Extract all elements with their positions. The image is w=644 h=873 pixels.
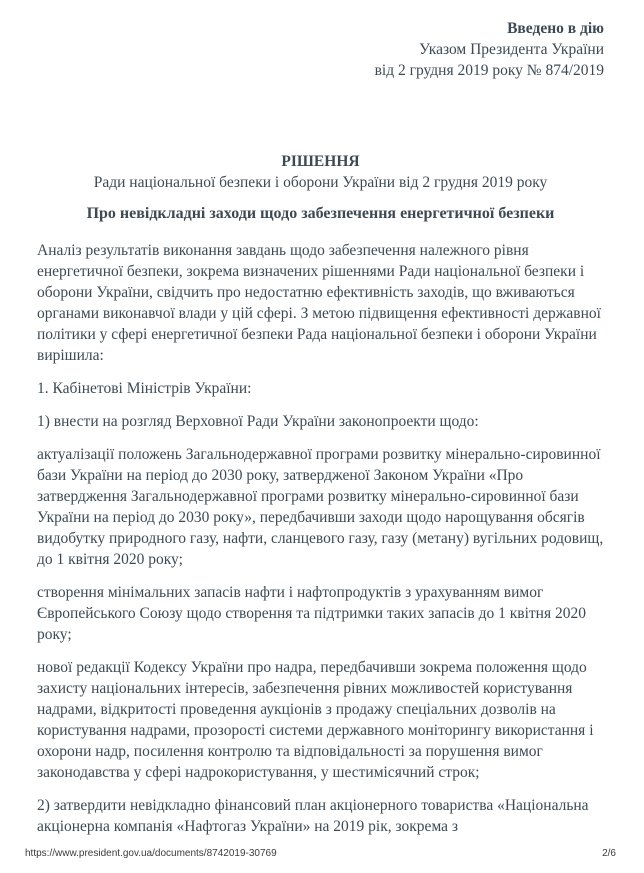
footer-source-url: https://www.president.gov.ua/documents/8742019-30769 <box>25 848 277 859</box>
page-number-indicator: 2/6 <box>602 848 616 859</box>
paragraph-oil-reserves: створення мінімальних запасів нафти і нафтопродуктів з урахуванням вимог Європейського Союзу щодо створення та підтримки таких запасів до 1 квітня 2020 року; <box>37 584 586 643</box>
print-footer <box>25 848 616 859</box>
document-subject: Про невідкладні заходи щодо забезпечення енергетичної безпеки <box>86 205 555 222</box>
paragraph-subitem-1: 1) внести на розгляд Верховної Ради України законопроекти щодо: <box>37 413 479 430</box>
enactment-line-1: Введено в дію <box>507 20 604 37</box>
enactment-line-3: від 2 грудня 2019 року № 874/2019 <box>374 62 604 79</box>
document-type-heading: РІШЕННЯ <box>281 153 360 170</box>
paragraph-item-1: 1. Кабінетові Міністрів України: <box>37 380 252 397</box>
paragraph-actualization: актуалізації положень Загальнодержавної програми розвитку мінерально-сировинної бази України на період до 2030 року, затвердженої Законом України «Про затвердження Загальнодержавної програми розвитку мінерально-сировинної бази України на період до 2030 року», передбачивши заходи щодо нарощування обсягів видобутку природного газу, нафти, сланцевого газу, газу (метану) вугільних родовищ, до 1 квітня 2020 року; <box>37 446 604 568</box>
document-subheading: Ради національної безпеки і оборони України від 2 грудня 2019 року <box>93 174 548 191</box>
enactment-note <box>37 18 604 81</box>
title-block <box>37 151 604 224</box>
paragraph-subitem-2: 2) затвердити невідкладно фінансовий план акціонерного товариства «Національна акціонерна компанія «Нафтогаз України» на 2019 рік, зокрема з <box>37 797 589 835</box>
document-body <box>37 240 604 837</box>
paragraph-subsoil-code: нової редакції Кодексу України про надра, передбачивши зокрема положення щодо захисту національних інтересів, забезпечення рівних можливостей користування надрами, відкритості проведення аукціонів з продажу спеціальних дозволів на користування надрами, прозорості системи державного моніторингу використання і охорони надр, посилення контролю та відповідальності за порушення вимог законодавства у сфері надрокористування, у шестимісячний строк; <box>37 659 594 781</box>
paragraph-intro: Аналіз результатів виконання завдань щодо забезпечення належного рівня енергетичної безпеки, зокрема визначених рішеннями Ради національної безпеки і оборони України, свідчить про недостатню ефективність заходів, що вживаються органами виконавчої влади у цій сфері. З метою підвищення ефективності державної політики у сфері енергетичної безпеки Рада національної безпеки і оборони України вирішила: <box>37 242 601 364</box>
enactment-line-2: Указом Президента України <box>419 41 604 58</box>
